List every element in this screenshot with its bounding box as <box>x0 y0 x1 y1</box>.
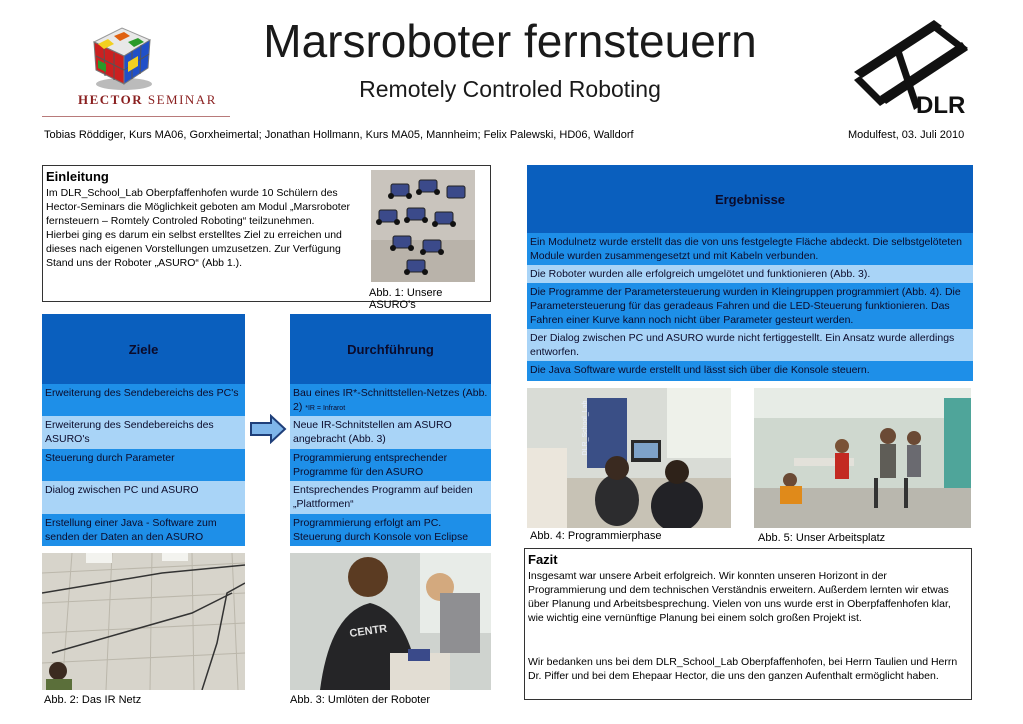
ziele-row: Erweiterung des Sendebereichs des ASURO's <box>42 416 245 449</box>
event-date: Modulfest, 03. Juli 2010 <box>848 129 965 141</box>
dlr-wordmark: DLR <box>916 92 966 119</box>
durchfuehrung-row <box>290 384 491 416</box>
ir-footnote: *IR = Infrarot <box>305 405 346 412</box>
abb1-caption: Abb. 1: Unsere ASURO's <box>369 287 443 311</box>
authors-line: Tobias Röddiger, Kurs MA06, Gorxheimertal; Jonathan Hollmann, Kurs MA05, Mannheim; Felix Palewski, HD06, Walldorf <box>44 129 634 141</box>
abb4-caption: Abb. 4: Programmierphase <box>530 530 662 542</box>
ir-netz-photo <box>42 553 245 690</box>
ergebnisse-table <box>527 165 973 381</box>
hector-seminar-wordmark <box>78 92 217 108</box>
fazit-box <box>524 548 972 700</box>
fazit-thanks: Wir bedanken uns bei dem DLR_School_Lab Oberpfaffenhofen, bei Herrn Taulien und Herrn Dr. Piffer und bei dem Ehepaar Hector, die uns den ganzen Aufenthalt ermöglicht haben. <box>528 656 958 682</box>
ziele-row: Erweiterung des Sendebereichs des PC's <box>42 384 245 416</box>
banner-text: DLR_School_Lab <box>582 400 589 456</box>
fazit-title: Fazit <box>528 552 558 567</box>
ergebnisse-row: Die Roboter wurden alle erfolgreich umgelötet und funktionieren (Abb. 3). <box>527 265 973 283</box>
durchfuehrung-row: Programmierung entsprechender Programme für den ASURO <box>290 449 491 481</box>
abb5-caption: Abb. 5: Unser Arbeitsplatz <box>758 532 886 544</box>
durchfuehrung-row: Entsprechendes Programm auf beiden „Plattformen“ <box>290 481 491 514</box>
arrow-right-icon <box>249 414 287 444</box>
durchfuehrung-row: Neue IR-Schnitstellen am ASURO angebracht (Abb. 3) <box>290 416 491 449</box>
ergebnisse-row: Die Java Software wurde erstellt und lässt sich über die Konsole steuern. <box>527 361 973 381</box>
page-title: Marsroboter fernsteuern <box>263 15 757 67</box>
einleitung-box <box>42 165 491 311</box>
hector-logo <box>84 14 164 92</box>
ziele-row: Dialog zwischen PC und ASURO <box>42 481 245 514</box>
durchfuehrung-row: Programmierung erfolgt am PC. Steuerung durch Konsole von Eclipse <box>290 514 491 546</box>
hector-word: HECTOR <box>78 92 144 107</box>
durchfuehrung-item-1: Bau eines IR*-Schnittstellen-Netzes (Abb. 2) <box>293 387 488 413</box>
asuro-robots-photo <box>371 170 475 282</box>
durchfuehrung-title: Durchführung <box>290 314 491 384</box>
seminar-word: SEMINAR <box>147 92 217 107</box>
einleitung-text: Im DLR_School_Lab Oberpfaffenhofen wurde 10 Schülern des Hector-Seminars die Möglichkeit geboten am Modul „Marsroboter fernsteuern – Romtely Controled Roboting“ teilzunehmen. Hierbei ging es darum ein selbst erstelltes Ziel zu erreichen und dieses nach eigenen Vorstellungen umzusetzen. Zur Verfügung Stand uns der Roboter „ASURO“ (Abb 1.). <box>46 187 351 269</box>
fazit-text: Insgesamt war unsere Arbeit erfolgreich. Wir konnten unseren Horizont in der Programmierung und dem technischen Verständnis erweitern. Außerdem lernten wir etwas über Planung und Arbeitsbesprechung. Vielen von uns wurde erst in Oberpfaffenhofen klar, wie wichtig eine vernünftige Planung bei einem solch großen Projekt ist. <box>528 570 951 624</box>
arbeitsplatz-photo <box>754 388 971 528</box>
ziele-title: Ziele <box>42 314 245 384</box>
umloeten-photo <box>290 553 491 690</box>
ziele-row: Erstellung einer Java - Software zum senden der Daten an den ASURO <box>42 514 245 546</box>
ergebnisse-row: Der Dialog zwischen PC und ASURO wurde nicht fertiggestellt. Ein Ansatz wurde allerdings entworfen. <box>527 329 973 361</box>
abb3-caption: Abb. 3: Umlöten der Roboter <box>290 694 431 706</box>
ziele-row: Steuerung durch Parameter <box>42 449 245 481</box>
einleitung-title: Einleitung <box>46 169 109 184</box>
abb2-caption: Abb. 2: Das IR Netz <box>44 694 142 706</box>
page-subtitle: Remotely Controled Roboting <box>359 76 661 102</box>
programmierphase-photo <box>527 388 731 528</box>
rubiks-cube-icon <box>84 14 164 92</box>
ergebnisse-row: Ein Modulnetz wurde erstellt das die von uns festgelegte Fläche abdeckt. Die selbstgelöteten Module wurden zusammengesetzt und mit Kabeln verbunden. <box>527 233 973 265</box>
ergebnisse-row: Die Programme der Parametersteuerung wurden in Kleingruppen programmiert (Abb. 4). Die Parametersteuerung für das geradeaus Fahren und die LED-Steuerung funktionieren. Das Fahren einer Kurve kann noch nicht über Parameter gesteurt werden. <box>527 283 973 329</box>
shirt-text: CENTR <box>348 622 388 640</box>
hector-divider <box>42 116 230 117</box>
ergebnisse-title: Ergebnisse <box>527 165 973 233</box>
durchfuehrung-table <box>290 314 491 546</box>
ziele-table <box>42 314 245 546</box>
